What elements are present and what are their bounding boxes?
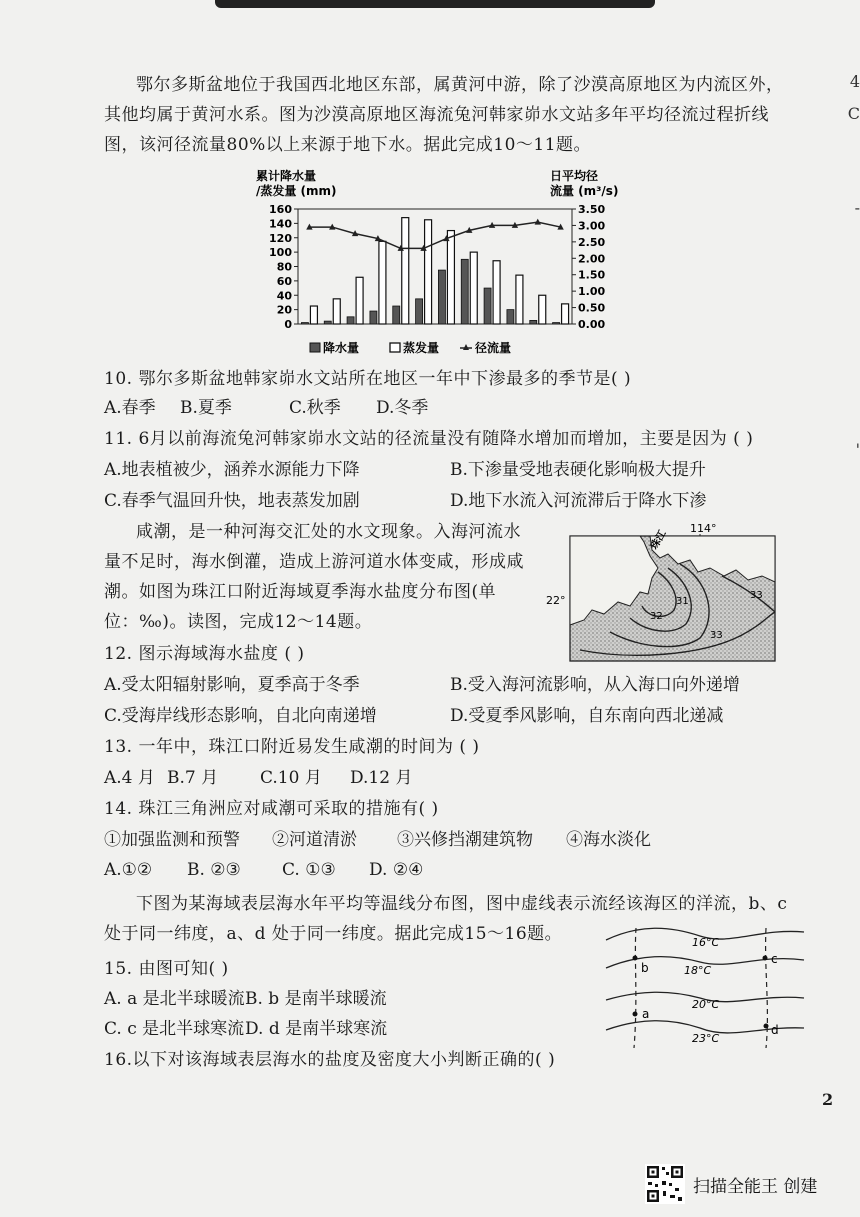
left-axis-title-2: /蒸发量 (mm) (256, 184, 337, 198)
left-axis-title-1: 累计降水量 (256, 169, 317, 183)
bar-evaporation (562, 304, 569, 324)
q14-measure-2: ②河道清淤 (272, 830, 357, 850)
q11-option-c[interactable]: C.春季气温回升快，地表蒸发加剧 (104, 491, 360, 511)
passage1-line: 鄂尔多斯盆地位于我国西北地区东部，属黄河中游，除了沙漠高原地区为内流区外， (136, 75, 784, 95)
q14-measure-4: ④海水淡化 (566, 830, 651, 850)
point-c-label: c (771, 952, 778, 966)
legend-label-evaporation: 蒸发量 (403, 341, 440, 355)
q14-measure-3: ③兴修挡潮建筑物 (397, 830, 533, 850)
bar-evaporation (379, 241, 386, 324)
q11-stem: 11. 6月以前海流兔河韩家峁水文站的径流量没有随降水增加而增加，主要是因为 ( ) (104, 429, 754, 449)
y-tick-label: 20 (276, 303, 292, 317)
q13-option-d[interactable]: D.12 月 (350, 768, 413, 788)
qr-code-icon (645, 1164, 685, 1204)
q12-option-d[interactable]: D.受夏季风影响，自东南向西北递减 (450, 706, 724, 726)
q10-stem: 10. 鄂尔多斯盆地韩家峁水文站所在地区一年中下渗最多的季节是( ) (104, 369, 632, 389)
q14-option-d[interactable]: D. ②④ (369, 860, 424, 880)
q10-option-a[interactable]: A.春季 (104, 398, 156, 418)
y-tick-label: 80 (276, 260, 292, 274)
q12-option-b[interactable]: B.受入海河流影响，从入海口向外递增 (450, 675, 740, 695)
bar-precipitation (393, 306, 400, 324)
bar-evaporation (356, 277, 363, 324)
q10-option-b[interactable]: B.夏季 (180, 398, 232, 418)
bar-evaporation (402, 218, 409, 324)
y2-tick-label: 0.00 (578, 318, 606, 331)
passage3-line: 处于同一纬度，a、d 处于同一纬度。据此完成15～16题。 (104, 924, 563, 944)
scanner-watermark (645, 1164, 817, 1204)
q10-option-d[interactable]: D.冬季 (376, 398, 429, 418)
isohaline-label: 33 (710, 630, 723, 641)
isotherm-label: 18°C (684, 964, 712, 977)
isotherm-label: 20°C (692, 998, 720, 1011)
q13-stem: 13. 一年中，珠江口附近易发生咸潮的时间为 ( ) (104, 737, 480, 757)
top-binding-shadow (215, 0, 655, 8)
bar-precipitation (324, 321, 331, 324)
y-tick-label: 0 (284, 318, 292, 331)
q10-option-c[interactable]: C.秋季 (289, 398, 341, 418)
point-a-label: a (642, 1007, 650, 1021)
runoff-point (535, 219, 541, 225)
passage2-line: 位：‰)。读图，完成12～14题。 (104, 612, 373, 632)
q15-option-d[interactable]: D. d 是南半球寒流 (245, 1019, 388, 1039)
y2-tick-label: 2.50 (578, 235, 606, 249)
q14-measure-1: ①加强监测和预警 (104, 830, 240, 850)
legend-label-precipitation: 降水量 (323, 341, 360, 355)
bar-evaporation (493, 261, 500, 324)
latitude-label: 22° (546, 594, 566, 607)
bar-evaporation (470, 252, 477, 324)
edge-fragment: ' (855, 440, 860, 459)
y2-tick-label: 1.00 (578, 285, 606, 299)
y2-tick-label: 1.50 (578, 268, 606, 282)
right-axis-title-2: 流量 (m³/s) (550, 184, 619, 198)
isotherm-map (600, 918, 810, 1058)
q13-option-b[interactable]: B.7 月 (167, 768, 219, 788)
isotherm-label: 23°C (692, 1032, 720, 1045)
y-tick-label: 60 (276, 274, 292, 288)
q15-stem: 15. 由图可知( ) (104, 959, 229, 979)
passage2-line: 潮。如图为珠江口附近海域夏季海水盐度分布图(单 (104, 582, 497, 602)
y-tick-label: 100 (269, 246, 292, 260)
point-d-marker (764, 1024, 769, 1029)
q15-option-b[interactable]: B. b 是南半球暖流 (245, 989, 387, 1009)
page-number: 2 (822, 1090, 834, 1109)
q12-option-c[interactable]: C.受海岸线形态影响，自北向南递增 (104, 706, 377, 726)
passage1-line: 其他均属于黄河水系。图为沙漠高原地区海流兔河韩家峁水文站多年平均径流过程折线 (104, 105, 769, 125)
bar-precipitation (461, 259, 468, 324)
q15-option-c[interactable]: C. c 是北半球寒流 (104, 1019, 245, 1039)
bar-precipitation (347, 317, 354, 324)
isohaline-label: 33 (750, 590, 763, 601)
y2-tick-label: 2.00 (578, 252, 606, 266)
q16-stem: 16.以下对该海域表层海水的盐度及密度大小判断正确的( ) (104, 1050, 556, 1070)
q12-stem: 12. 图示海域海水盐度 ( ) (104, 644, 305, 664)
y-tick-label: 40 (276, 289, 292, 303)
bar-precipitation (553, 323, 560, 324)
q11-option-a[interactable]: A.地表植被少，涵养水源能力下降 (104, 460, 360, 480)
bar-evaporation (333, 299, 340, 324)
point-a-marker (633, 1012, 638, 1017)
point-c-marker (763, 956, 768, 961)
y2-tick-label: 3.00 (578, 219, 606, 233)
q11-option-b[interactable]: B.下渗量受地表硬化影响极大提升 (450, 460, 706, 480)
passage3-line: 下图为某海域表层海水年平均等温线分布图，图中虚线表示流经该海区的洋流，b、c (136, 894, 788, 914)
edge-fragment: C (847, 104, 860, 123)
bar-precipitation (301, 323, 308, 324)
q11-option-d[interactable]: D.地下水流入河流滞后于降水下渗 (450, 491, 707, 511)
watermark-text: 扫描全能王 创建 (693, 1176, 818, 1197)
isotherm-label: 16°C (692, 936, 720, 949)
legend-label-runoff: 径流量 (475, 341, 512, 355)
bar-precipitation (507, 310, 514, 324)
longitude-label: 114° (690, 522, 717, 535)
point-d-label: d (771, 1023, 779, 1037)
edge-fragment: - (854, 198, 860, 217)
q13-option-c[interactable]: C.10 月 (260, 768, 322, 788)
point-b-label: b (641, 961, 649, 975)
bar-evaporation (447, 231, 454, 324)
q14-option-b[interactable]: B. ②③ (187, 860, 241, 880)
isohaline-label: 31 (676, 596, 689, 607)
bar-precipitation (530, 320, 537, 324)
runoff-chart (250, 166, 620, 360)
river-label: 珠江 (649, 528, 669, 552)
y-tick-label: 140 (269, 217, 292, 231)
y2-tick-label: 3.50 (578, 203, 606, 216)
right-axis-title-1: 日平均径 (550, 169, 599, 183)
bar-evaporation (539, 295, 546, 324)
q13-option-a[interactable]: A.4 月 (104, 768, 155, 788)
bar-precipitation (370, 311, 377, 324)
q12-option-a[interactable]: A.受太阳辐射影响，夏季高于冬季 (104, 675, 360, 695)
legend-swatch-precipitation (310, 343, 320, 352)
edge-fragment: 4 (849, 72, 860, 91)
q14-option-c[interactable]: C. ①③ (282, 860, 336, 880)
bar-evaporation (425, 220, 432, 324)
bar-evaporation (310, 306, 317, 324)
bar-precipitation (416, 299, 423, 324)
passage2-line: 咸潮，是一种河海交汇处的水文现象。入海河流水 (136, 522, 521, 542)
passage2-line: 量不足时，海水倒灌，造成上游河道水体变咸，形成咸 (104, 552, 524, 572)
point-b-marker (633, 956, 638, 961)
passage1-line: 图，该河径流量80%以上来源于地下水。据此完成10～11题。 (104, 135, 592, 155)
runoff-line (309, 222, 560, 248)
y2-tick-label: 0.50 (578, 301, 606, 315)
bar-evaporation (516, 275, 523, 324)
salinity-map (540, 520, 790, 665)
y-tick-label: 120 (269, 231, 292, 245)
bar-precipitation (438, 270, 445, 324)
y-tick-label: 160 (269, 203, 292, 216)
legend-runoff-marker (463, 344, 469, 350)
current-west (634, 928, 636, 1048)
isohaline-label: 32 (650, 611, 663, 622)
bar-precipitation (484, 288, 491, 324)
q14-option-a[interactable]: A.①② (104, 860, 153, 880)
q14-stem: 14. 珠江三角洲应对咸潮可采取的措施有( ) (104, 799, 439, 819)
legend-swatch-evaporation (390, 343, 400, 352)
q15-option-a[interactable]: A. a 是北半球暖流 (104, 989, 245, 1009)
